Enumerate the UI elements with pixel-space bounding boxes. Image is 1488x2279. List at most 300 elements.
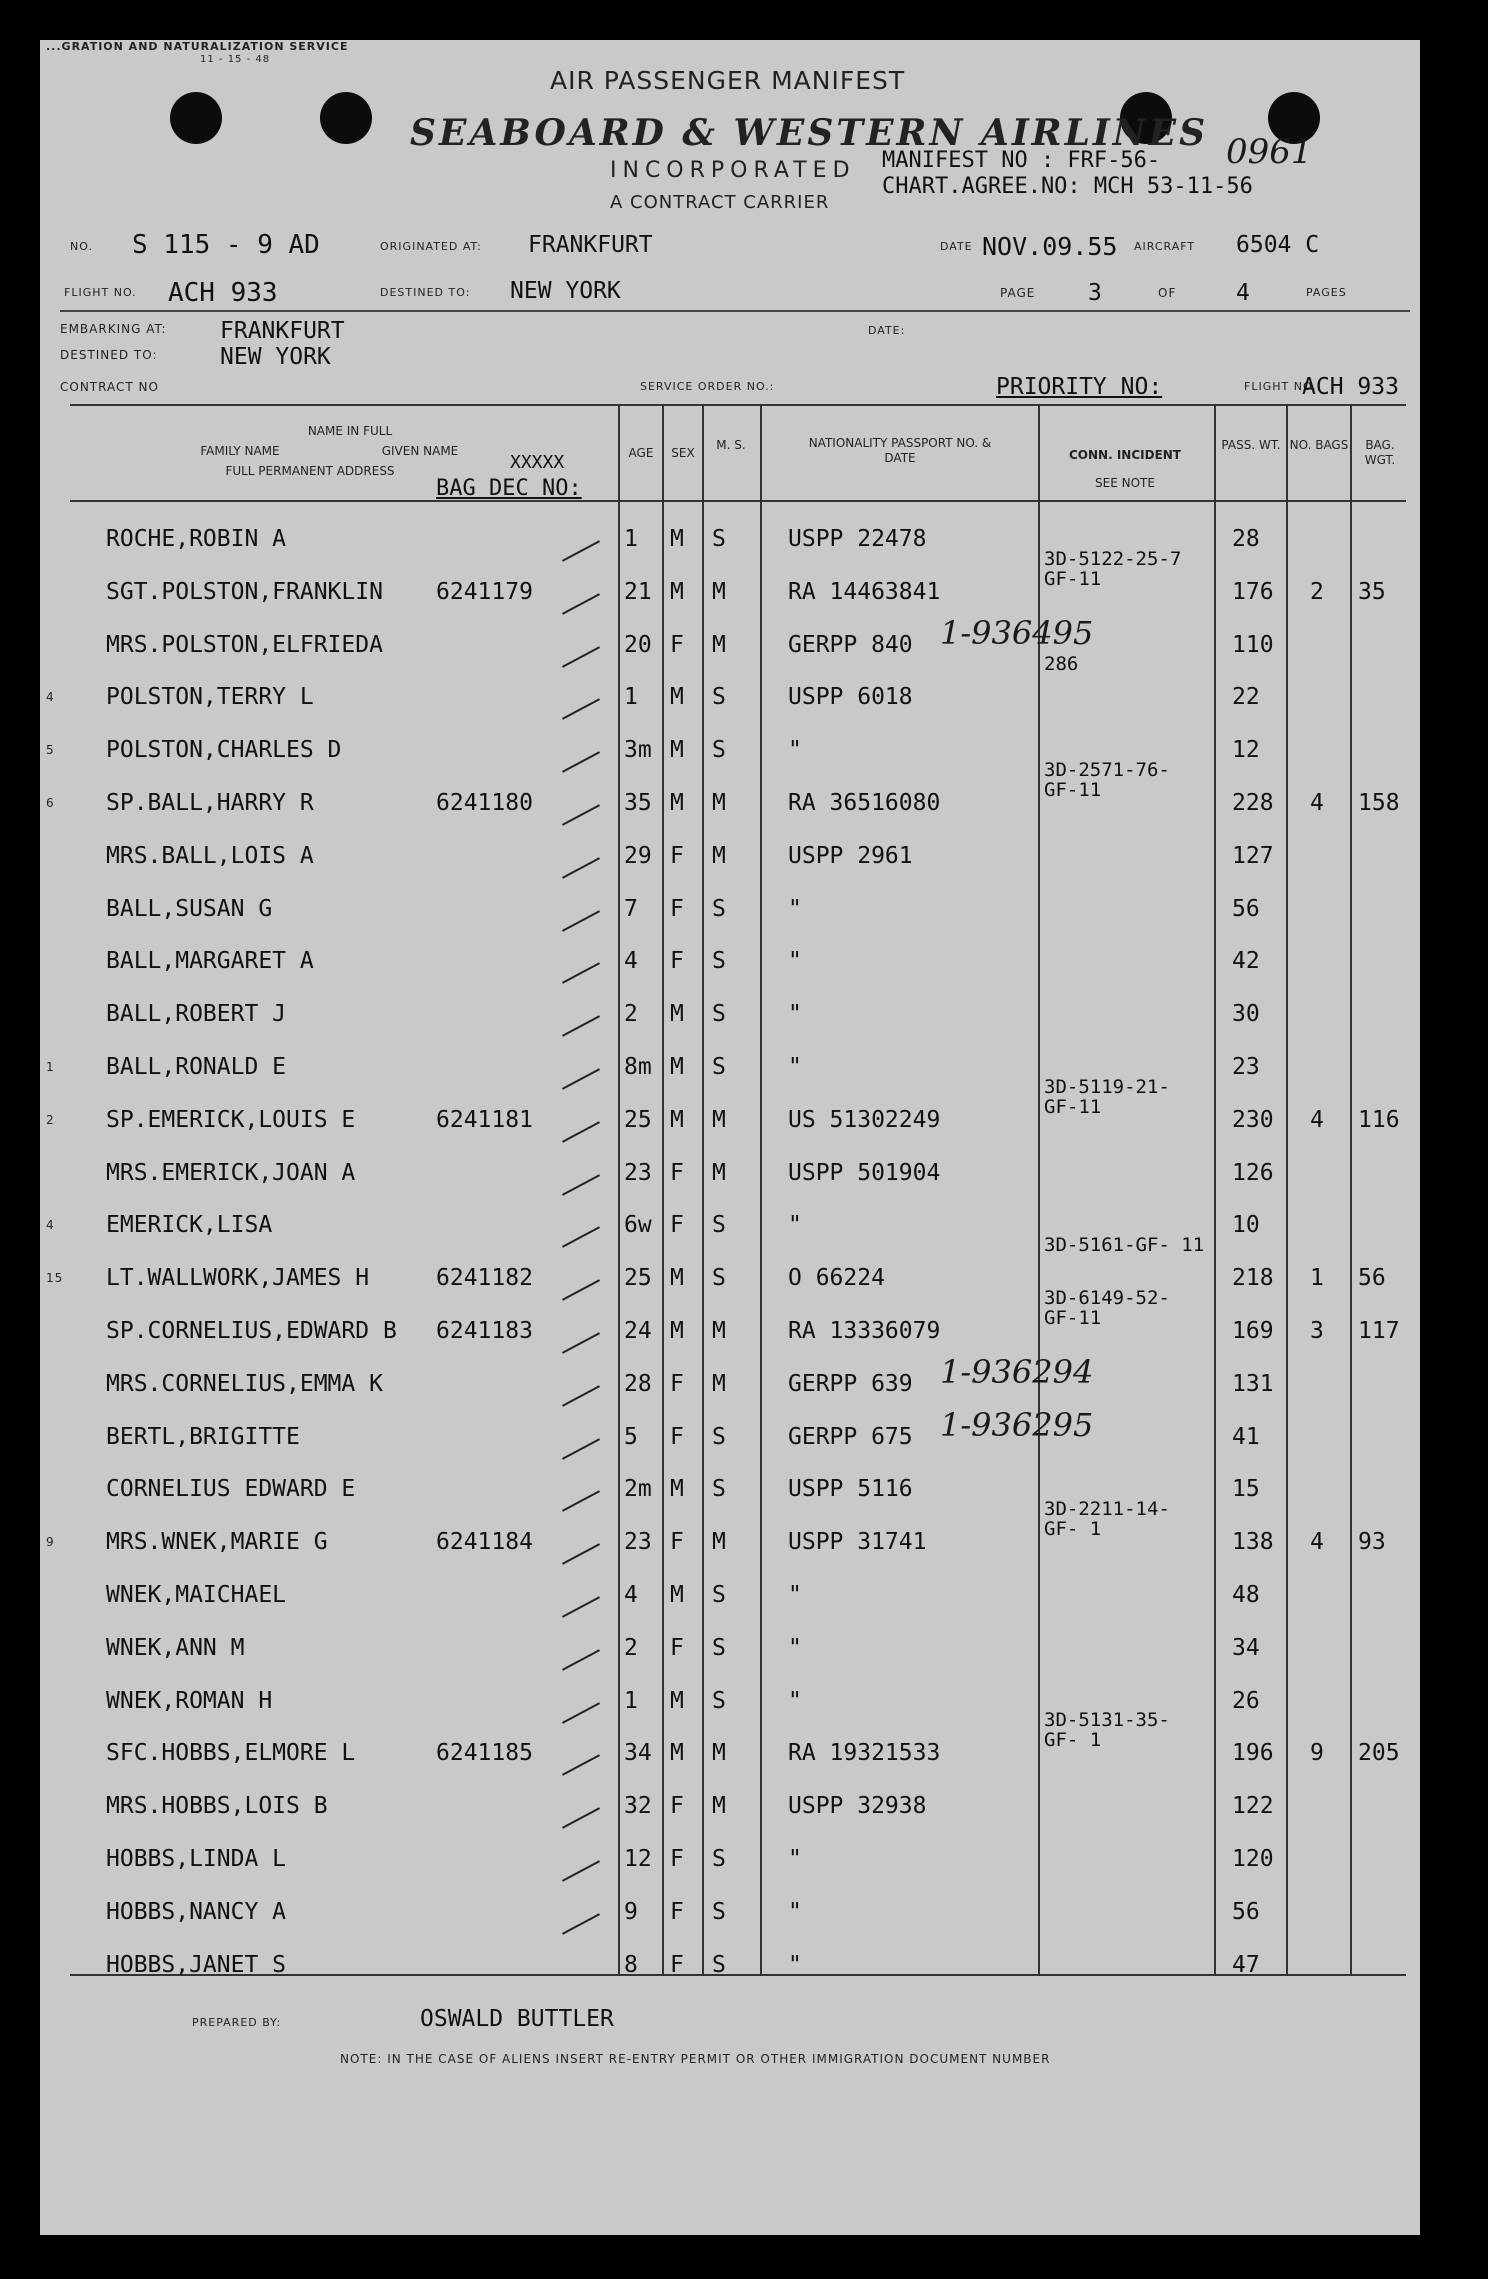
service-order-label: SERVICE ORDER NO.: — [640, 380, 775, 393]
check-mark — [562, 963, 600, 984]
marital-status: M — [712, 1159, 726, 1186]
passport-number: " — [788, 1898, 802, 1925]
col-header-given: GIVEN NAME — [381, 444, 459, 458]
passenger-weight: 196 — [1232, 1740, 1274, 1767]
flight2-label: FLIGHT NO. — [1244, 380, 1317, 393]
ship-no-label: NO. — [70, 240, 93, 253]
marital-status: S — [712, 1212, 726, 1239]
passenger-name: BERTL,BRIGITTE — [106, 1423, 300, 1450]
marital-status: S — [712, 1001, 726, 1028]
passenger-name: EMERICK,LISA — [106, 1212, 273, 1239]
passenger-weight: 12 — [1232, 737, 1260, 764]
age: 4 — [624, 1582, 638, 1608]
check-mark — [562, 1227, 600, 1248]
passenger-weight: 228 — [1232, 790, 1274, 816]
age: 29 — [624, 842, 652, 869]
sex: F — [670, 1529, 684, 1556]
passenger-weight: 41 — [1232, 1423, 1260, 1450]
age: 1 — [624, 526, 638, 552]
age: 23 — [624, 1529, 652, 1556]
marital-status: S — [712, 1687, 726, 1714]
table-row — [40, 1676, 1420, 1729]
marital-status: M — [712, 1740, 726, 1767]
col-header-family: FAMILY NAME — [200, 444, 280, 458]
flight2-value: ACH 933 — [1302, 374, 1399, 400]
check-mark — [562, 1755, 600, 1776]
col-header-bag-wgt: BAG. WGT. — [1364, 438, 1396, 467]
passenger-weight: 42 — [1232, 948, 1260, 975]
passenger-weight: 34 — [1232, 1634, 1260, 1661]
table-row — [40, 1464, 1420, 1517]
passport-number: GERPP 639 — [788, 1370, 913, 1397]
connection-incident: 3D-5119-21- GF-11 — [1044, 1075, 1170, 1118]
number-of-bags: 9 — [1310, 1740, 1324, 1767]
handwritten-permit: 1-936294 — [940, 1352, 1094, 1391]
passport-number: " — [788, 1582, 802, 1608]
bag-weight: 117 — [1358, 1318, 1400, 1344]
age: 32 — [624, 1793, 652, 1820]
passenger-name: WNEK,ANN M — [106, 1634, 245, 1661]
bag-dec-number: 6241181 — [436, 1106, 533, 1133]
page-value: 3 — [1088, 280, 1102, 306]
passenger-name: WNEK,ROMAN H — [106, 1687, 273, 1714]
passenger-name: LT.WALLWORK,JAMES H — [106, 1265, 370, 1292]
passenger-weight: 15 — [1232, 1476, 1260, 1503]
marital-status: M — [712, 1793, 726, 1820]
sex: M — [670, 578, 684, 605]
number-of-bags: 4 — [1310, 1529, 1324, 1556]
manifest-number: MANIFEST NO : FRF-56- — [882, 148, 1161, 173]
passport-number: USPP 501904 — [788, 1159, 941, 1186]
check-mark — [562, 857, 600, 878]
sex: M — [670, 1687, 684, 1714]
sex: M — [670, 1265, 684, 1292]
contract-label: CONTRACT NO — [60, 380, 159, 394]
marital-status: S — [712, 1476, 726, 1503]
bag-dec-number: 6241184 — [436, 1529, 533, 1556]
passenger-weight: 110 — [1232, 631, 1274, 658]
age: 6w — [624, 1212, 652, 1239]
row-number: 5 — [46, 743, 55, 758]
check-mark — [562, 1332, 600, 1353]
table-row — [40, 1570, 1420, 1623]
age: 8m — [624, 1054, 652, 1080]
passenger-name: CORNELIUS EDWARD E — [106, 1476, 356, 1503]
connection-incident: 3D-6149-52- GF-11 — [1044, 1287, 1170, 1329]
passport-number: " — [788, 895, 802, 922]
of-label: OF — [1158, 286, 1177, 300]
table-row — [40, 1042, 1420, 1095]
table-row — [40, 725, 1420, 778]
sex: F — [670, 1370, 684, 1397]
date-value: NOV.09.55 — [982, 232, 1118, 261]
table-row — [40, 1234, 1420, 1306]
passenger-name: BALL,SUSAN G — [106, 895, 273, 922]
passenger-weight: 28 — [1232, 526, 1260, 552]
sex: M — [670, 1054, 684, 1080]
sex: M — [670, 1740, 684, 1767]
bag-dec-number: 6241180 — [436, 790, 533, 816]
sex: M — [670, 684, 684, 711]
table-row — [40, 1075, 1420, 1148]
table-row — [40, 1887, 1420, 1940]
check-mark — [562, 804, 600, 825]
table-row — [40, 1405, 1420, 1465]
passport-number: " — [788, 1846, 802, 1872]
table-row — [40, 884, 1420, 937]
marital-status: S — [712, 737, 726, 764]
marital-status: S — [712, 1054, 726, 1080]
sex: M — [670, 737, 684, 764]
sex: F — [670, 948, 684, 975]
passport-number: USPP 6018 — [788, 684, 913, 711]
number-of-bags: 2 — [1310, 578, 1324, 605]
table-row — [40, 1709, 1420, 1781]
passenger-weight: 30 — [1232, 1001, 1260, 1028]
passenger-weight: 56 — [1232, 1898, 1260, 1925]
passenger-name: POLSTON,TERRY L — [106, 684, 314, 711]
priority-number: PRIORITY NO: — [996, 374, 1163, 400]
check-mark — [562, 751, 600, 772]
passenger-name: BALL,MARGARET A — [106, 948, 314, 975]
passenger-name: BALL,ROBERT J — [106, 1001, 287, 1028]
passenger-name: MRS.WNEK,MARIE G — [106, 1529, 328, 1556]
age: 12 — [624, 1846, 652, 1872]
sex: F — [670, 1423, 684, 1450]
age: 23 — [624, 1159, 652, 1186]
marital-status: M — [712, 842, 726, 869]
sex: M — [670, 1318, 684, 1344]
marital-status: M — [712, 631, 726, 658]
passport-number: " — [788, 1687, 802, 1714]
passenger-weight: 127 — [1232, 842, 1274, 869]
bag-dec-number: 6241182 — [436, 1265, 533, 1292]
manifest-title: AIR PASSENGER MANIFEST — [550, 66, 906, 95]
col-header-ms: M. S. — [716, 438, 746, 452]
col-header-name: NAME IN FULL — [307, 424, 393, 438]
table-row — [40, 1623, 1420, 1676]
marital-status: S — [712, 1634, 726, 1661]
passenger-name: SGT.POLSTON,FRANKLIN — [106, 578, 383, 605]
age: 2 — [624, 1634, 638, 1661]
pages-label: PAGES — [1306, 286, 1347, 299]
passenger-name: HOBBS,LINDA L — [106, 1846, 287, 1872]
passenger-weight: 131 — [1232, 1370, 1274, 1397]
table-row — [40, 1200, 1420, 1257]
check-mark — [562, 699, 600, 720]
col-header-see-note: SEE NOTE — [1095, 476, 1155, 490]
bag-weight: 93 — [1358, 1529, 1386, 1556]
passenger-name: ROCHE,ROBIN A — [106, 526, 287, 552]
row-number: 2 — [46, 1112, 55, 1127]
table-row — [40, 1498, 1420, 1570]
age: 2 — [624, 1001, 638, 1028]
connection-incident: 3D-2571-76- GF-11 — [1044, 759, 1170, 801]
connection-incident: 286 — [1044, 653, 1079, 676]
check-mark — [562, 1702, 600, 1723]
table-row — [40, 514, 1420, 567]
age: 4 — [624, 948, 638, 975]
handwritten-permit: 1-936495 — [940, 613, 1094, 652]
manifest-sheet — [40, 40, 1420, 2235]
passport-number: USPP 32938 — [788, 1793, 927, 1820]
passenger-weight: 48 — [1232, 1582, 1260, 1608]
check-mark — [562, 1543, 600, 1564]
incorporated-label: INCORPORATED — [610, 158, 856, 183]
passport-number: " — [788, 737, 802, 764]
check-mark — [562, 1649, 600, 1670]
passport-number: RA 13336079 — [788, 1318, 941, 1344]
passenger-weight: 169 — [1232, 1318, 1274, 1344]
check-mark — [562, 1860, 600, 1881]
date-label: DATE — [940, 240, 973, 253]
table-row — [40, 989, 1420, 1042]
passport-number: " — [788, 1951, 802, 1978]
age: 7 — [624, 895, 638, 922]
ship-number: S 115 - 9 AD — [132, 230, 320, 260]
connection-incident: 3D-2211-14- GF- 1 — [1044, 1498, 1170, 1541]
punch-hole — [170, 92, 222, 144]
check-mark — [562, 1438, 600, 1459]
passenger-name: MRS.BALL,LOIS A — [106, 842, 314, 869]
passenger-name: MRS.HOBBS,LOIS B — [106, 1793, 328, 1820]
bag-dec-number: 6241183 — [436, 1318, 533, 1344]
passenger-name: BALL,RONALD E — [106, 1054, 287, 1080]
sex: M — [670, 1476, 684, 1503]
marital-status: M — [712, 1106, 726, 1133]
table-row — [40, 613, 1420, 676]
table-row — [40, 1781, 1420, 1834]
bag-dec-label: BAG DEC NO: — [436, 476, 582, 501]
passport-number: US 51302249 — [788, 1106, 941, 1133]
destined-label: DESTINED TO: — [380, 286, 471, 299]
row-number: 1 — [46, 1060, 55, 1074]
passport-number: USPP 5116 — [788, 1476, 913, 1503]
passenger-name: WNEK,MAICHAEL — [106, 1582, 287, 1608]
table-head-rule — [70, 500, 1406, 502]
table-row — [40, 1352, 1420, 1412]
connection-incident: 3D-5161-GF- 11 — [1044, 1234, 1205, 1257]
passport-number: " — [788, 1054, 802, 1080]
passenger-weight: 47 — [1232, 1951, 1260, 1978]
passenger-weight: 26 — [1232, 1687, 1260, 1714]
age: 9 — [624, 1898, 638, 1925]
destined2-label: DESTINED TO: — [60, 348, 158, 362]
check-mark — [562, 593, 600, 614]
destined2-value: NEW YORK — [220, 344, 331, 370]
age: 24 — [624, 1318, 652, 1344]
table-row — [40, 1287, 1420, 1359]
bag-weight: 205 — [1358, 1740, 1400, 1767]
aircraft-label: AIRCRAFT — [1134, 240, 1196, 253]
sex: F — [670, 1846, 684, 1872]
age: 8 — [624, 1951, 638, 1978]
col-header-nationality: NATIONALITY PASSPORT NO. & DATE — [808, 436, 992, 465]
check-mark — [562, 1807, 600, 1828]
age: 34 — [624, 1740, 652, 1767]
marital-status: M — [712, 1318, 726, 1344]
check-mark — [562, 1015, 600, 1036]
number-of-bags: 1 — [1310, 1265, 1324, 1292]
marital-status: S — [712, 1582, 726, 1608]
sex: F — [670, 631, 684, 658]
page-label: PAGE — [1000, 286, 1036, 300]
connection-incident: 3D-5122-25-7 GF-11 — [1044, 547, 1182, 590]
sex: M — [670, 790, 684, 816]
passport-number: " — [788, 1212, 802, 1239]
connection-incident: 3D-5131-35- GF- 1 — [1044, 1709, 1170, 1752]
passenger-name: HOBBS,NANCY A — [106, 1898, 287, 1925]
sex: F — [670, 1793, 684, 1820]
row-number: 15 — [46, 1271, 64, 1286]
marital-status: S — [712, 684, 726, 711]
passenger-weight: 23 — [1232, 1054, 1260, 1080]
marital-status: S — [712, 948, 726, 975]
sex: F — [670, 1634, 684, 1661]
check-mark — [562, 1913, 600, 1934]
bag-dec-number: 6241185 — [436, 1740, 533, 1767]
row-number: 4 — [46, 690, 55, 705]
passport-number: " — [788, 1001, 802, 1028]
sex: F — [670, 1898, 684, 1925]
header-rule — [60, 310, 1410, 312]
passenger-name: POLSTON,CHARLES D — [106, 737, 342, 764]
age: 3m — [624, 737, 652, 764]
passenger-name: MRS.EMERICK,JOAN A — [106, 1159, 356, 1186]
age: 20 — [624, 631, 652, 658]
row-number: 4 — [46, 1218, 55, 1233]
sex: F — [670, 842, 684, 869]
col-header-sex: SEX — [671, 446, 695, 460]
age: 28 — [624, 1370, 652, 1397]
bag-weight: 158 — [1358, 790, 1400, 816]
check-mark — [562, 646, 600, 667]
marital-status: S — [712, 526, 726, 552]
prepared-by-label: PREPARED BY: — [192, 2016, 282, 2029]
col-header-address: FULL PERMANENT ADDRESS — [225, 464, 395, 478]
table-row — [40, 547, 1420, 620]
passenger-name: MRS.POLSTON,ELFRIEDA — [106, 631, 383, 658]
table-row — [40, 1148, 1420, 1201]
embarking-value: FRANKFURT — [220, 318, 345, 344]
passenger-name: HOBBS,JANET S — [106, 1951, 287, 1978]
passenger-name: SP.CORNELIUS,EDWARD B — [106, 1318, 397, 1344]
passenger-weight: 56 — [1232, 895, 1260, 922]
table-row — [40, 1940, 1420, 1993]
bag-weight: 35 — [1358, 578, 1386, 605]
charter-agreement: CHART.AGREE.NO: MCH 53-11-56 — [882, 174, 1253, 199]
passport-number: RA 14463841 — [788, 578, 941, 605]
marital-status: M — [712, 1529, 726, 1556]
passport-number: " — [788, 1634, 802, 1661]
col-header-age: AGE — [628, 446, 654, 460]
age: 25 — [624, 1106, 652, 1133]
marital-status: M — [712, 1370, 726, 1397]
bag-weight: 56 — [1358, 1265, 1386, 1292]
bag-dec-number: 6241179 — [436, 578, 533, 605]
aircraft-value: 6504 C — [1236, 232, 1320, 258]
sex: F — [670, 1159, 684, 1186]
number-of-bags: 4 — [1310, 790, 1324, 816]
row-number: 9 — [46, 1535, 55, 1550]
table-row — [40, 936, 1420, 989]
address-overstrike: XXXXX — [510, 452, 565, 473]
date2-label: DATE: — [868, 324, 906, 337]
check-mark — [562, 1121, 600, 1142]
passenger-weight: 218 — [1232, 1265, 1274, 1292]
passenger-weight: 176 — [1232, 578, 1274, 605]
number-of-bags: 3 — [1310, 1318, 1324, 1344]
passenger-weight: 138 — [1232, 1529, 1274, 1556]
sex: M — [670, 526, 684, 552]
passport-number: USPP 2961 — [788, 842, 913, 869]
passenger-weight: 230 — [1232, 1106, 1274, 1133]
age: 1 — [624, 1687, 638, 1714]
marital-status: S — [712, 1846, 726, 1872]
col-header-pass-wt: PASS. WT. — [1221, 438, 1281, 452]
marital-status: M — [712, 790, 726, 816]
of-value: 4 — [1236, 280, 1250, 306]
passport-number: " — [788, 948, 802, 975]
passport-number: USPP 22478 — [788, 526, 927, 552]
check-mark — [562, 1174, 600, 1195]
marital-status: S — [712, 895, 726, 922]
table-row — [40, 653, 1420, 725]
passport-number: RA 36516080 — [788, 790, 941, 816]
check-mark — [562, 910, 600, 931]
check-mark — [562, 1596, 600, 1617]
flight-value: ACH 933 — [168, 278, 278, 308]
footer-note: NOTE: IN THE CASE OF ALIENS INSERT RE-ENTRY PERMIT OR OTHER IMMIGRATION DOCUMENT NUMBER — [340, 2052, 1051, 2066]
age: 1 — [624, 684, 638, 711]
sex: F — [670, 895, 684, 922]
passport-number: RA 19321533 — [788, 1740, 941, 1767]
originated-value: FRANKFURT — [528, 232, 653, 258]
age: 2m — [624, 1476, 652, 1503]
table-row — [40, 1834, 1420, 1887]
marital-status: S — [712, 1951, 726, 1978]
number-of-bags: 4 — [1310, 1106, 1324, 1133]
passenger-name: SFC.HOBBS,ELMORE L — [106, 1740, 356, 1767]
sex: M — [670, 1106, 684, 1133]
manifest-number-handwritten: 0961 — [1226, 132, 1313, 172]
table-row — [40, 831, 1420, 884]
embarking-label: EMBARKING AT: — [60, 322, 167, 336]
check-mark — [562, 1491, 600, 1512]
form-number: 11 - 15 - 48 — [200, 54, 271, 65]
col-header-conn: CONN. INCIDENT — [1069, 448, 1181, 462]
check-mark — [562, 540, 600, 561]
check-mark — [562, 1385, 600, 1406]
table-row — [40, 759, 1420, 831]
marital-status: S — [712, 1265, 726, 1292]
prepared-by-value: OSWALD BUTTLER — [420, 2006, 614, 2032]
passenger-weight: 22 — [1232, 684, 1260, 711]
marital-status: M — [712, 578, 726, 605]
sex: F — [670, 1212, 684, 1239]
passport-number: USPP 31741 — [788, 1529, 927, 1556]
contract-carrier-label: A CONTRACT CARRIER — [610, 192, 830, 213]
row-number: 6 — [46, 796, 55, 810]
passenger-weight: 120 — [1232, 1846, 1274, 1872]
passport-number: GERPP 840 — [788, 631, 913, 658]
sex: M — [670, 1001, 684, 1028]
passenger-weight: 122 — [1232, 1793, 1274, 1820]
passenger-weight: 10 — [1232, 1212, 1260, 1239]
age: 35 — [624, 790, 652, 816]
age: 21 — [624, 578, 652, 605]
originated-label: ORIGINATED AT: — [380, 240, 482, 253]
